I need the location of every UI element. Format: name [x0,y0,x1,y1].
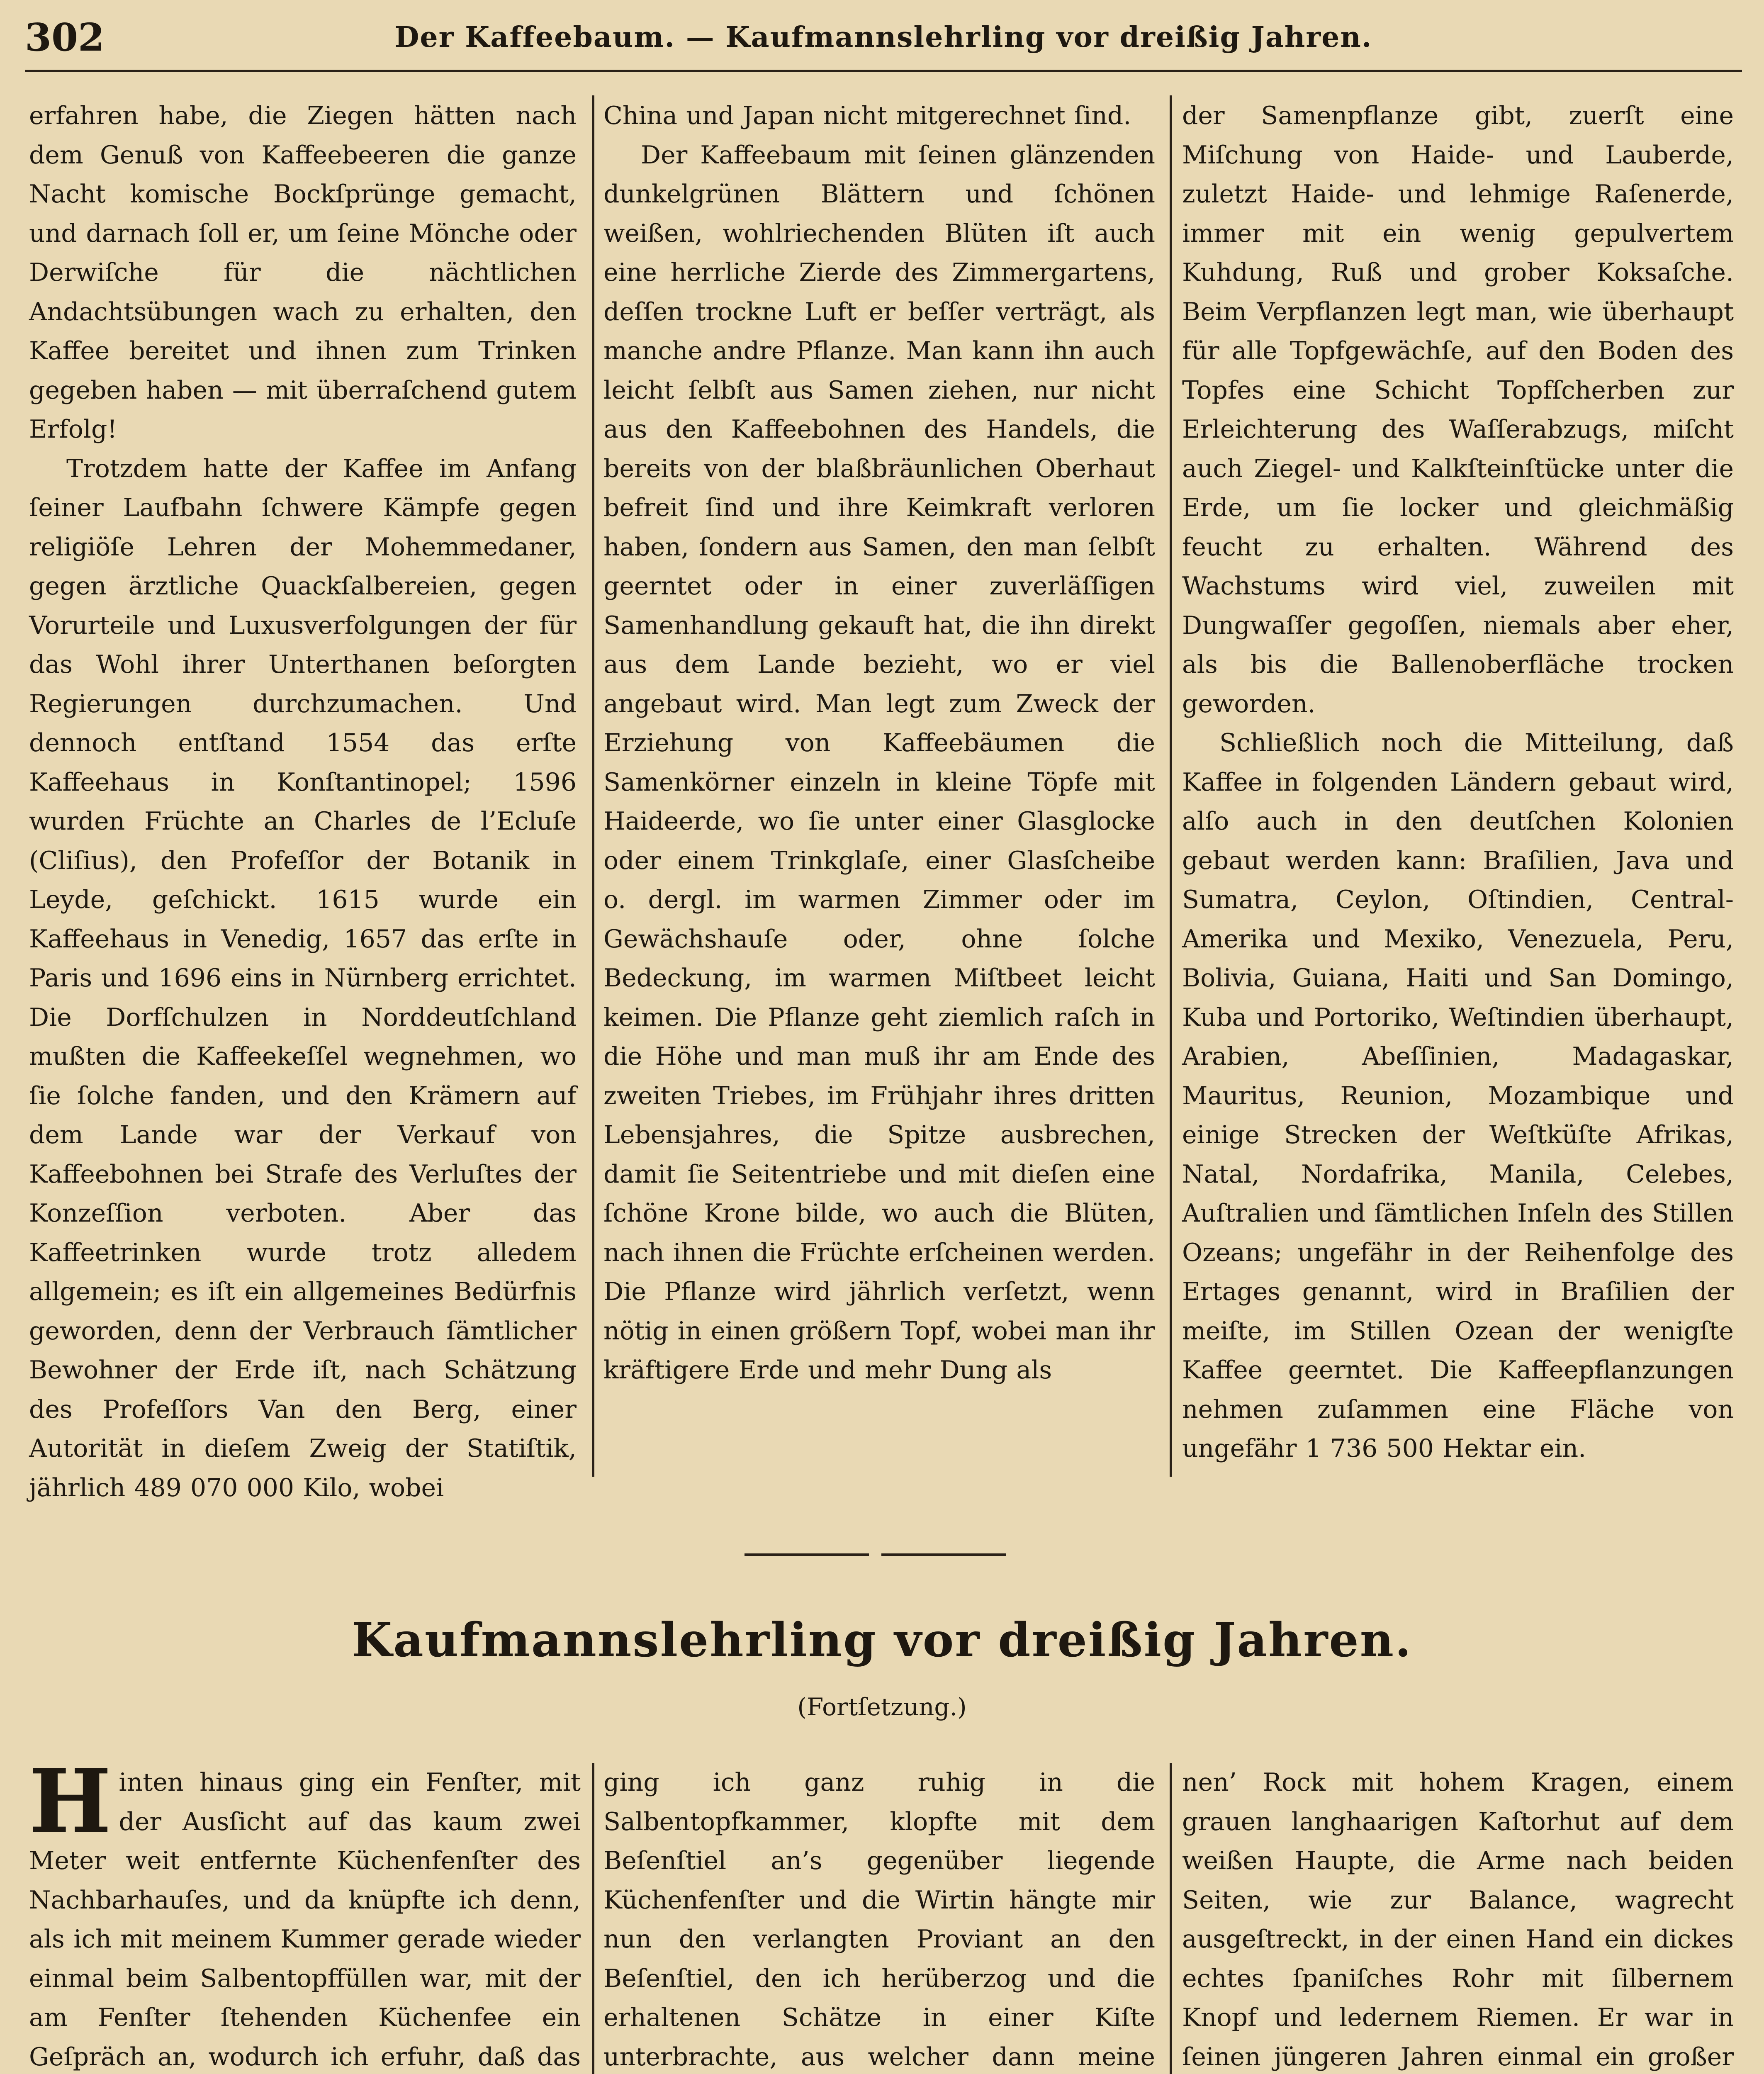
article2-column-2 [603,1763,1155,2074]
paragraph: Trotzdem hatte der Kaffee im Anfang ſeiner Laufbahn ſchwere Kämpfe gegen religiöſe Lehren der Mohemmedaner, gegen ärztliche Quackſalbereien, gegen Vorurteile und Luxusverfolgungen der für das Wohl ihrer Unterthanen beſorgten Regierungen durchzumachen. Und dennoch entſtand 1554 das erſte Kaffeehaus in Konſtantinopel; 1596 wurden Früchte an Charles de l’Ecluſe (Cliſius), den Profeſſor der Botanik in Leyde, geſchickt. 1615 wurde ein Kaffeehaus in Venedig, 1657 das erſte in Paris und 1696 eins in Nürnberg errichtet. Die Dorfſchulzen in Norddeutſchland mußten die Kaffeekeſſel wegnehmen, wo ſie ſolche fanden, und den Krämern auf dem Lande war der Verkauf von Kaffeebohnen bei Strafe des Verluſtes der Konzeſſion verboten. Aber das Kaffeetrinken wurde trotz alledem allgemein; es iſt ein allgemeines Bedürfnis geworden, denn der Verbrauch ſämtlicher Bewohner der Erde iſt, nach Schätzung des Profeſſors Van den Berg, einer Autorität in dieſem Zweig der Statiſtik, jährlich 489 070 000 Kilo, wobei [29,454,577,1502]
running-title: Der Kaffeebaum. — Kaufmannslehrling vor dreißig Jahren. [394,21,1372,54]
paragraph: erfahren habe, die Ziegen hätten nach dem Genuß von Kaffeebeeren die ganze Nacht komische Bockſprünge gemacht, und darnach ſoll er, um ſeine Mönche oder Derwiſche für die nächtlichen Andachtsübungen wach zu erhalten, den Kaffee bereitet und ihnen zum Trinken gegeben haben — mit überraſchend gutem Erfolg! [29,101,577,444]
column-rule [1170,95,1172,1477]
column-rule [592,95,594,1477]
column-rule [1170,1763,1172,2074]
article-subtitle: (Fortſetzung.) [797,1693,967,1721]
paragraph: China und Japan nicht mitgerechnet ſind. [603,101,1131,130]
paragraph [29,1750,581,2074]
paragraph: Der Kaffeebaum mit ſeinen glänzenden dunkelgrünen Blättern und ſchönen weißen, wohlriechenden Blüten iſt auch eine herrliche Zierde des Zimmergartens, deſſen trockne Luft er beſſer verträgt, als manche andre Pflanze. Man kann ihn auch leicht ſelbſt aus Samen ziehen, nur nicht aus den Kaffeebohnen des Handels, die bereits von der blaßbräunlichen Oberhaut befreit ſind und ihre Keimkraft verloren haben, ſondern aus Samen, den man ſelbſt geerntet oder in einer zuverläſſigen Samenhandlung gekauft hat, die ihn direkt aus dem Lande bezieht, wo er viel angebaut wird. Man legt zum Zweck der Erziehung von Kaffeebäumen die Samenkörner einzeln in kleine Töpfe mit Haideerde, wo ſie unter einer Glasglocke oder einem Trinkglaſe, einer Glasſcheibe o. dergl. im warmen Zimmer oder im Gewächshauſe oder, ohne ſolche Bedeckung, im warmen Miſtbeet leicht keimen. Die Pflanze geht ziemlich raſch in die Höhe und man muß ihr am Ende des zweiten Triebes, im Frühjahr ihres dritten Lebensjahres, die Spitze ausbrechen, damit ſie Seitentriebe und mit dieſen eine ſchöne Krone bilde, wo auch die Blüten, nach ihnen die Früchte erſcheinen werden. Die Pflanze wird jährlich verſetzt, wenn nötig in einen größern Topf, wobei man ihr kräftigere Erde und mehr Dung als [603,140,1155,1385]
article2-column-3 [1182,1763,1734,2074]
page-header [25,12,1742,62]
column-rule [592,1763,594,2074]
header-rule [25,70,1742,72]
section-separator [745,1553,869,1556]
paragraph: ging ich ganz ruhig in die Salbentopfkammer, klopfte mit dem Beſenſtiel an’s gegenüber liegende Küchenfenſter und die Wirtin hängte mir nun den verlangten Proviant an den Beſenſtiel, den ich herüberzog und die erhaltenen Schätze in einer Kiſte unterbrachte, aus welcher dann meine [603,1768,1155,2072]
article1-column-2 [603,96,1155,1390]
section-separator [881,1553,1006,1556]
article1-column-3 [1182,96,1734,1468]
paragraph: Schließlich noch die Mitteilung, daß Kaffee in folgenden Ländern gebaut wird, alſo auch in den deutſchen Kolonien gebaut werden kann: Braſilien, Java und Sumatra, Ceylon, Oſtindien, Central-Amerika und Mexiko, Venezuela, Peru, Bolivia, Guiana, Haiti und San Domingo, Kuba und Portoriko, Weſtindien überhaupt, Arabien, Abeſſinien, Madagaskar, Mauritus, Reunion, Mozambique und einige Strecken der Weſtküſte Afrikas, Natal, Nordafrika, Manila, Celebes, Auſtralien und ſämtlichen Inſeln des Stillen Ozeans; ungefähr in der Reihenfolge des Ertages genannt, wird in Braſilien der meiſte, im Stillen Ozean der wenigſte Kaffee geerntet. Die Kaffeepflanzungen nehmen zuſammen eine Fläche von ungefähr 1 736 500 Hektar ein. [1182,728,1734,1463]
drop-cap: H [29,1750,112,1852]
article-title: Kaufmannslehrling vor dreißig Jahren. [351,1613,1413,1667]
article2-column-1 [29,1750,581,2074]
article1-column-1 [29,96,577,1507]
paragraph-text: inten hinaus ging ein Fenſter, mit der Ausſicht auf das kaum zwei Meter weit entfernte Küchenfenſter des Nachbarhauſes, und da knüpfte ich denn, als ich mit meinem Kummer gerade wieder einmal beim Salbentopffüllen war, mit der am Fenſter ſtehenden Küchenfee ein Geſpräch an, wodurch ich erfuhr, daß das [29,1768,581,2072]
paragraph: der Samenpflanze gibt, zuerſt eine Miſchung von Haide- und Lauberde, zuletzt Haide- und lehmige Raſenerde, immer mit ein wenig gepulvertem Kuhdung, Ruß und grober Koksaſche. Beim Verpflanzen legt man, wie überhaupt für alle Topfgewächſe, auf den Boden des Topfes eine Schicht Topfſcherben zur Erleichterung des Waſſerabzugs, miſcht auch Ziegel- und Kalkſteinſtücke unter die Erde, um ſie locker und gleichmäßig feucht zu erhalten. Während des Wachstums wird viel, zuweilen mit Dungwaſſer gegoſſen, niemals aber eher, als bis die Ballenoberfläche trocken geworden. [1182,101,1734,718]
page-number: 302 [25,15,105,60]
paragraph: nen’ Rock mit hohem Kragen, einem grauen langhaarigen Kaſtorhut auf dem weißen Haupte, die Arme nach beiden Seiten, wie zur Balance, wagrecht ausgeſtreckt, in der einen Hand ein dickes echtes ſpaniſches Rohr mit ſilbernem Knopf und ledernem Riemen. Er war in ſeinen jüngeren Jahren einmal ein großer [1182,1768,1734,2072]
